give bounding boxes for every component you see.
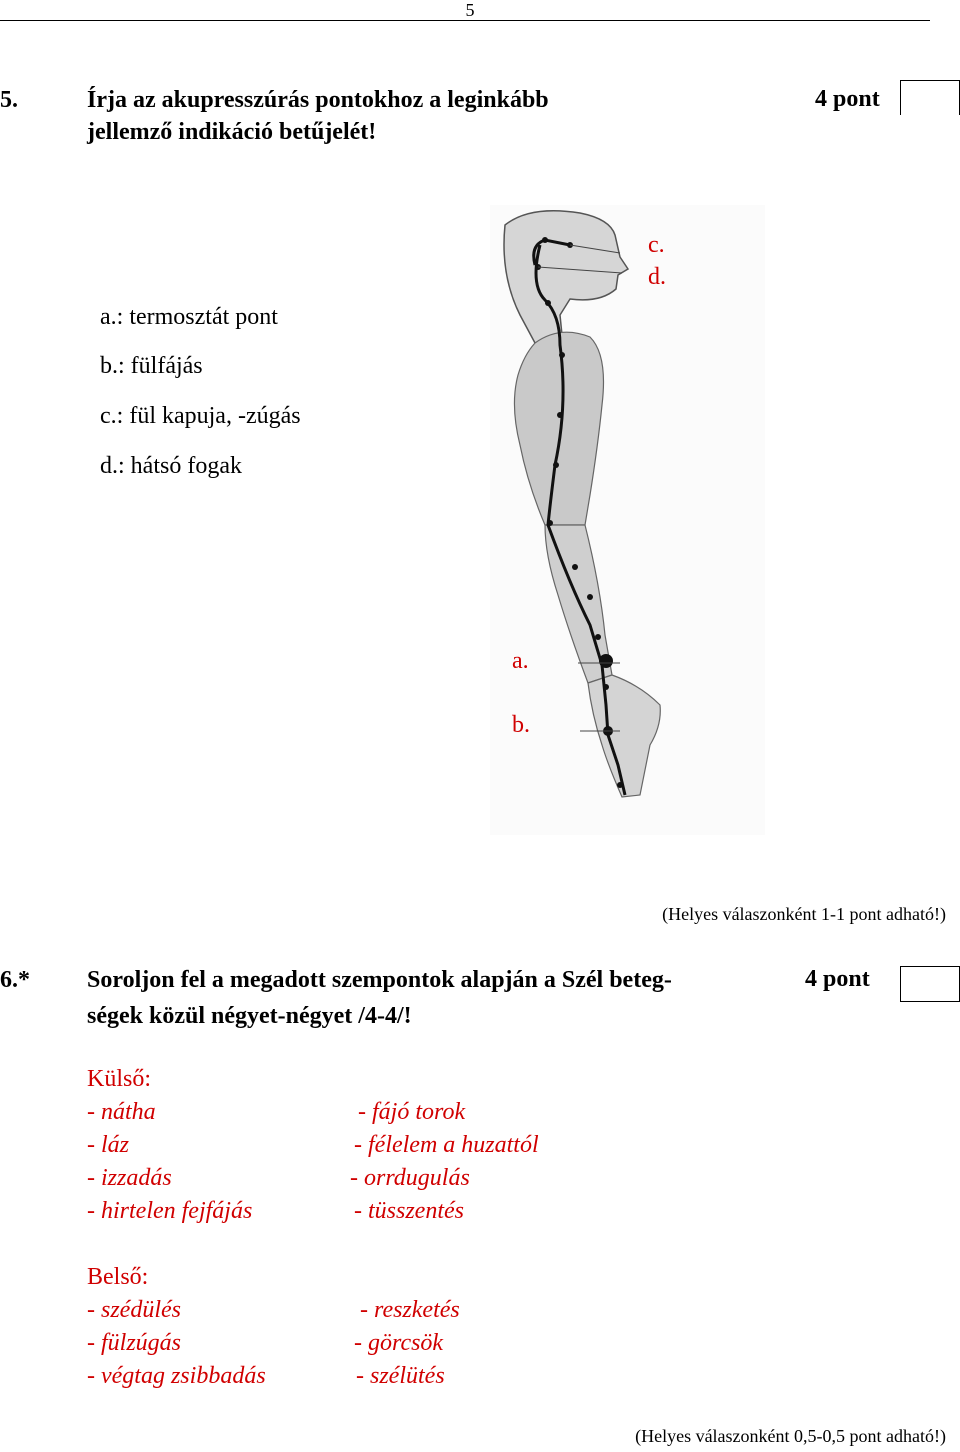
q5-option-d: d.: hátsó fogak (100, 453, 242, 479)
q5-text-line1: Írja az akupresszúrás pontokhoz a leginkább (87, 87, 549, 113)
page-number: 5 (465, 0, 475, 20)
meridian-body-illustration (490, 205, 765, 835)
q6-scoring-note: (Helyes válaszonként 0,5-0,5 pont adható!) (635, 1426, 946, 1446)
figure-label-d: d. (648, 264, 666, 290)
kulso-right-item: - fájó torok (358, 1099, 466, 1125)
q5-points: 4 pont (815, 86, 880, 112)
q5-number: 5. (0, 87, 18, 113)
kulso-right-item: - orrdugulás (350, 1165, 470, 1191)
belso-left-item: - végtag zsibbadás (87, 1363, 266, 1389)
kulso-left-item: - láz (87, 1132, 129, 1158)
q6-text-line1: Soroljon fel a megadott szempontok alapján a Szél beteg- (87, 967, 672, 993)
kulso-right-item: - tüsszentés (354, 1198, 464, 1224)
q6-text-line2: ségek közül négyet-négyet /4-4/! (87, 1003, 412, 1029)
figure-label-a: a. (512, 648, 529, 674)
belso-right-item: - szélütés (356, 1363, 445, 1389)
belso-left-item: - szédülés (87, 1297, 181, 1323)
q6-score-box (900, 966, 960, 1002)
belso-right-item: - görcsök (354, 1330, 444, 1356)
belso-right-item: - reszketés (360, 1297, 460, 1323)
kulso-right-item: - félelem a huzattól (354, 1132, 539, 1158)
kulso-left-item: - nátha (87, 1099, 156, 1125)
q6-points: 4 pont (805, 966, 870, 992)
belso-label: Belső: (87, 1264, 149, 1290)
belso-left-item: - fülzúgás (87, 1330, 182, 1356)
kulso-left-item: - izzadás (87, 1165, 172, 1191)
q5-option-b: b.: fülfájás (100, 353, 203, 379)
q5-text-line2: jellemző indikáció betűjelét! (87, 119, 377, 145)
q5-option-a: a.: termosztát pont (100, 304, 278, 330)
q6-number: 6.* (0, 967, 30, 993)
q5-score-box (900, 80, 960, 115)
q5-option-c: c.: fül kapuja, -zúgás (100, 403, 301, 429)
header-rule (0, 20, 930, 21)
figure-label-b: b. (512, 712, 530, 738)
kulso-label: Külső: (87, 1066, 152, 1092)
figure-label-c: c. (648, 232, 665, 258)
kulso-left-item: - hirtelen fejfájás (87, 1198, 253, 1224)
q5-scoring-note: (Helyes válaszonként 1-1 pont adható!) (662, 904, 946, 924)
